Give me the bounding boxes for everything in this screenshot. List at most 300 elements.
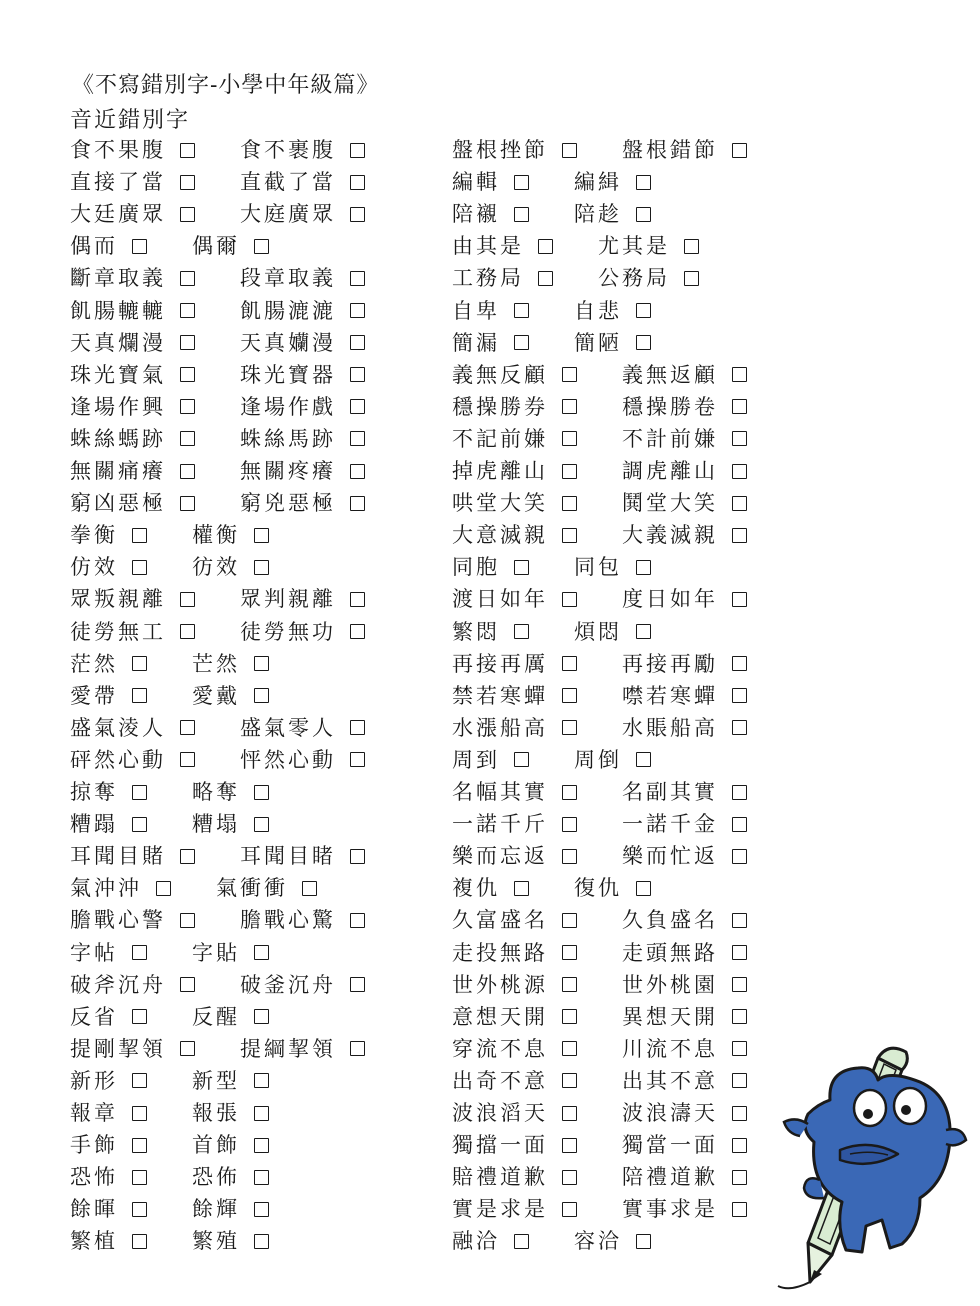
word-item <box>240 363 365 387</box>
word-label: 水漲船高 <box>452 715 548 740</box>
checkbox-icon[interactable] <box>350 143 365 158</box>
word-label: 蛛絲馬跡 <box>240 426 336 451</box>
checkbox-icon[interactable] <box>350 464 365 479</box>
word-item <box>70 1133 147 1157</box>
word-label: 盛氣淩人 <box>70 715 166 740</box>
word-label: 掠奪 <box>70 780 118 804</box>
word-item <box>70 1005 147 1029</box>
word-item <box>70 138 195 162</box>
word-label: 餘暉 <box>70 1197 118 1222</box>
checkbox-icon[interactable] <box>254 656 269 671</box>
word-label: 由其是 <box>452 234 524 259</box>
word-label: 陪趁 <box>574 202 622 227</box>
checkbox-icon[interactable] <box>514 881 529 896</box>
section-subtitle: 音近錯別字 <box>70 108 191 133</box>
word-label: 窮凶惡極 <box>70 491 166 516</box>
checkbox-icon[interactable] <box>132 1009 147 1024</box>
checkbox-icon[interactable] <box>514 1234 529 1249</box>
checkbox-icon[interactable] <box>180 592 195 607</box>
word-item <box>452 170 529 194</box>
word-item <box>574 748 651 772</box>
word-item <box>574 331 651 355</box>
word-label: 出奇不意 <box>452 1068 548 1093</box>
checkbox-icon[interactable] <box>180 367 195 382</box>
checkbox-icon[interactable] <box>732 720 747 735</box>
word-item <box>452 620 529 644</box>
checkbox-icon[interactable] <box>732 1041 747 1056</box>
word-item <box>452 716 577 740</box>
word-item <box>192 555 269 579</box>
word-label: 調虎離山 <box>622 459 718 483</box>
word-item <box>574 620 651 644</box>
checkbox-icon[interactable] <box>254 1234 269 1249</box>
word-item <box>70 1037 195 1061</box>
word-item <box>70 202 195 226</box>
checkbox-icon[interactable] <box>132 1073 147 1088</box>
checkbox-icon[interactable] <box>684 239 699 254</box>
checkbox-icon[interactable] <box>636 1234 651 1249</box>
checkbox-icon[interactable] <box>350 207 365 222</box>
checkbox-icon[interactable] <box>562 977 577 992</box>
checkbox-icon[interactable] <box>732 399 747 414</box>
checkbox-icon[interactable] <box>562 143 577 158</box>
word-label: 繁殖 <box>192 1229 240 1254</box>
checkbox-icon[interactable] <box>132 239 147 254</box>
word-label: 食不果腹 <box>70 138 166 162</box>
checkbox-icon[interactable] <box>732 1073 747 1088</box>
word-item <box>622 427 747 451</box>
checkbox-icon[interactable] <box>350 367 365 382</box>
word-item <box>622 395 747 419</box>
word-label: 偶而 <box>70 234 118 259</box>
checkbox-icon[interactable] <box>180 175 195 190</box>
word-item <box>240 1037 365 1061</box>
word-label: 編緝 <box>574 170 622 195</box>
checkbox-icon[interactable] <box>350 592 365 607</box>
checkbox-icon[interactable] <box>350 399 365 414</box>
checkbox-icon[interactable] <box>562 656 577 671</box>
checkbox-icon[interactable] <box>562 1138 577 1153</box>
word-label: 權衡 <box>192 523 240 548</box>
word-item <box>452 1069 577 1093</box>
checkbox-icon[interactable] <box>636 560 651 575</box>
checkbox-icon[interactable] <box>180 496 195 511</box>
checkbox-icon[interactable] <box>180 849 195 864</box>
word-item <box>452 523 577 547</box>
checkbox-icon[interactable] <box>132 945 147 960</box>
word-label: 實事求是 <box>622 1197 718 1222</box>
word-label: 世外桃源 <box>452 972 548 997</box>
word-item <box>70 908 195 932</box>
word-label: 茫然 <box>70 651 118 676</box>
checkbox-icon[interactable] <box>562 1041 577 1056</box>
checkbox-icon[interactable] <box>254 1170 269 1185</box>
checkbox-icon[interactable] <box>562 817 577 832</box>
word-label: 大庭廣眾 <box>240 202 336 227</box>
word-label: 再接再勵 <box>622 651 718 676</box>
word-label: 編輯 <box>452 170 500 195</box>
word-item <box>70 555 147 579</box>
word-item <box>70 716 195 740</box>
checkbox-icon[interactable] <box>732 656 747 671</box>
word-item <box>452 1165 577 1189</box>
word-item <box>70 684 147 708</box>
checkbox-icon[interactable] <box>156 881 171 896</box>
checkbox-icon[interactable] <box>732 1170 747 1185</box>
word-item <box>240 395 365 419</box>
word-item <box>598 234 699 258</box>
checkbox-icon[interactable] <box>254 1009 269 1024</box>
checkbox-icon[interactable] <box>132 1234 147 1249</box>
word-label: 賠禮道歉 <box>452 1165 548 1190</box>
checkbox-icon[interactable] <box>180 720 195 735</box>
word-label: 提綱挈領 <box>240 1036 336 1061</box>
word-label: 怦然心動 <box>240 747 336 772</box>
word-item <box>622 973 747 997</box>
word-label: 複仇 <box>452 876 500 901</box>
word-label: 拳衡 <box>70 523 118 548</box>
checkbox-icon[interactable] <box>636 175 651 190</box>
word-item <box>240 266 365 290</box>
checkbox-icon[interactable] <box>350 849 365 864</box>
checkbox-icon[interactable] <box>562 849 577 864</box>
checkbox-icon[interactable] <box>514 175 529 190</box>
checkbox-icon[interactable] <box>350 271 365 286</box>
checkbox-icon[interactable] <box>254 1202 269 1217</box>
checkbox-icon[interactable] <box>732 464 747 479</box>
word-item <box>622 138 747 162</box>
checkbox-icon[interactable] <box>254 785 269 800</box>
checkbox-icon[interactable] <box>732 528 747 543</box>
checkbox-icon[interactable] <box>732 367 747 382</box>
checkbox-icon[interactable] <box>180 464 195 479</box>
word-label: 走頭無路 <box>622 940 718 965</box>
checkbox-icon[interactable] <box>132 1170 147 1185</box>
word-label: 義無反顧 <box>452 362 548 387</box>
word-label: 飢腸漉漉 <box>240 298 336 323</box>
checkbox-icon[interactable] <box>562 592 577 607</box>
word-item <box>452 363 577 387</box>
checkbox-icon[interactable] <box>350 335 365 350</box>
word-label: 膽戰心警 <box>70 908 166 933</box>
checkbox-icon[interactable] <box>254 817 269 832</box>
checkbox-icon[interactable] <box>514 624 529 639</box>
checkbox-icon[interactable] <box>562 720 577 735</box>
word-item <box>622 1133 747 1157</box>
word-item <box>622 1069 747 1093</box>
checkbox-icon[interactable] <box>180 143 195 158</box>
checkbox-icon[interactable] <box>254 1106 269 1121</box>
checkbox-icon[interactable] <box>132 528 147 543</box>
checkbox-icon[interactable] <box>636 207 651 222</box>
checkbox-icon[interactable] <box>514 335 529 350</box>
checkbox-icon[interactable] <box>180 752 195 767</box>
checkbox-icon[interactable] <box>684 271 699 286</box>
checkbox-icon[interactable] <box>350 913 365 928</box>
word-item <box>452 1037 577 1061</box>
word-item <box>622 684 747 708</box>
word-label: 世外桃園 <box>622 972 718 997</box>
word-item <box>192 1069 269 1093</box>
word-label: 久富盛名 <box>452 908 548 933</box>
word-label: 名幅其實 <box>452 780 548 804</box>
word-label: 逢場作戲 <box>240 394 336 419</box>
checkbox-icon[interactable] <box>562 688 577 703</box>
checkbox-icon[interactable] <box>562 1009 577 1024</box>
word-label: 氣沖沖 <box>70 876 142 901</box>
word-item <box>622 459 747 483</box>
checkbox-icon[interactable] <box>180 399 195 414</box>
checkbox-icon[interactable] <box>732 785 747 800</box>
checkbox-icon[interactable] <box>732 1202 747 1217</box>
checkbox-icon[interactable] <box>562 399 577 414</box>
word-item <box>192 684 269 708</box>
checkbox-icon[interactable] <box>350 175 365 190</box>
checkbox-icon[interactable] <box>254 1138 269 1153</box>
word-item <box>240 748 365 772</box>
word-item <box>622 908 747 932</box>
checkbox-icon[interactable] <box>562 785 577 800</box>
word-item <box>192 652 269 676</box>
word-label: 出其不意 <box>622 1068 718 1093</box>
checkbox-icon[interactable] <box>132 560 147 575</box>
word-label: 自悲 <box>574 298 622 323</box>
word-item <box>598 266 699 290</box>
checkbox-icon[interactable] <box>636 752 651 767</box>
checkbox-icon[interactable] <box>636 335 651 350</box>
word-item <box>192 234 269 258</box>
word-label: 穩操勝卷 <box>622 394 718 419</box>
checkbox-icon[interactable] <box>562 496 577 511</box>
word-item <box>622 844 747 868</box>
word-label: 破釜沉舟 <box>240 972 336 997</box>
word-label: 繁悶 <box>452 619 500 644</box>
checkbox-icon[interactable] <box>514 752 529 767</box>
word-item <box>452 1197 577 1221</box>
checkbox-icon[interactable] <box>254 945 269 960</box>
checkbox-icon[interactable] <box>132 688 147 703</box>
checkbox-icon[interactable] <box>538 239 553 254</box>
word-label: 段章取義 <box>240 266 336 291</box>
word-item <box>452 684 577 708</box>
word-item <box>70 1101 147 1125</box>
checkbox-icon[interactable] <box>132 785 147 800</box>
word-item <box>240 427 365 451</box>
word-label: 不記前嫌 <box>452 426 548 451</box>
checkbox-icon[interactable] <box>132 817 147 832</box>
word-label: 餘輝 <box>192 1197 240 1222</box>
word-item <box>622 523 747 547</box>
checkbox-icon[interactable] <box>180 913 195 928</box>
word-label: 新形 <box>70 1068 118 1093</box>
word-item <box>452 491 577 515</box>
word-label: 徒勞無功 <box>240 619 336 644</box>
checkbox-icon[interactable] <box>732 496 747 511</box>
checkbox-icon[interactable] <box>180 431 195 446</box>
checkbox-icon[interactable] <box>254 560 269 575</box>
word-label: 彷效 <box>192 555 240 580</box>
checkbox-icon[interactable] <box>254 688 269 703</box>
checkbox-icon[interactable] <box>180 303 195 318</box>
word-label: 芒然 <box>192 651 240 676</box>
checkbox-icon[interactable] <box>350 303 365 318</box>
word-label: 首飾 <box>192 1133 240 1158</box>
checkbox-icon[interactable] <box>132 1202 147 1217</box>
word-label: 略奪 <box>192 780 240 804</box>
word-item <box>452 1101 577 1125</box>
checkbox-icon[interactable] <box>350 624 365 639</box>
word-label: 珠光寶器 <box>240 362 336 387</box>
word-label: 糟塌 <box>192 812 240 837</box>
checkbox-icon[interactable] <box>732 592 747 607</box>
checkbox-icon[interactable] <box>636 624 651 639</box>
word-label: 同包 <box>574 555 622 580</box>
checkbox-icon[interactable] <box>514 560 529 575</box>
word-label: 度日如年 <box>622 587 718 612</box>
word-item <box>622 812 747 836</box>
checkbox-icon[interactable] <box>180 624 195 639</box>
word-label: 大意滅親 <box>452 523 548 548</box>
word-item <box>452 908 577 932</box>
checkbox-icon[interactable] <box>254 239 269 254</box>
word-label: 眾叛親離 <box>70 587 166 612</box>
word-item <box>192 1133 269 1157</box>
word-item <box>574 876 651 900</box>
word-item <box>452 812 577 836</box>
word-label: 偶爾 <box>192 234 240 259</box>
checkbox-icon[interactable] <box>538 271 553 286</box>
checkbox-icon[interactable] <box>732 1009 747 1024</box>
word-item <box>622 652 747 676</box>
checkbox-icon[interactable] <box>562 367 577 382</box>
checkbox-icon[interactable] <box>562 945 577 960</box>
word-item <box>192 780 269 804</box>
word-item <box>452 973 577 997</box>
checkbox-icon[interactable] <box>732 817 747 832</box>
checkbox-icon[interactable] <box>350 752 365 767</box>
word-item <box>452 202 529 226</box>
word-label: 蛛絲螞跡 <box>70 426 166 451</box>
word-label: 實是求是 <box>452 1197 548 1222</box>
word-label: 恐佈 <box>192 1165 240 1190</box>
word-item <box>452 266 553 290</box>
word-item <box>70 363 195 387</box>
word-item <box>70 844 195 868</box>
checkbox-icon[interactable] <box>350 496 365 511</box>
checkbox-icon[interactable] <box>350 977 365 992</box>
word-item <box>70 1165 147 1189</box>
word-label: 直接了當 <box>70 170 166 195</box>
word-item <box>70 1069 147 1093</box>
word-item <box>240 170 365 194</box>
checkbox-icon[interactable] <box>562 1073 577 1088</box>
checkbox-icon[interactable] <box>180 335 195 350</box>
word-item <box>70 331 195 355</box>
word-label: 徒勞無工 <box>70 619 166 644</box>
word-label: 糟蹋 <box>70 812 118 837</box>
checkbox-icon[interactable] <box>562 1106 577 1121</box>
checkbox-icon[interactable] <box>636 881 651 896</box>
word-label: 名副其實 <box>622 780 718 804</box>
checkbox-icon[interactable] <box>132 1106 147 1121</box>
checkbox-icon[interactable] <box>350 431 365 446</box>
word-item <box>70 395 195 419</box>
checkbox-icon[interactable] <box>732 945 747 960</box>
word-label: 珠光寶氣 <box>70 362 166 387</box>
checkbox-icon[interactable] <box>562 1202 577 1217</box>
checkbox-icon[interactable] <box>302 881 317 896</box>
word-label: 逢場作興 <box>70 394 166 419</box>
checkbox-icon[interactable] <box>732 913 747 928</box>
word-item <box>452 459 577 483</box>
checkbox-icon[interactable] <box>732 1138 747 1153</box>
checkbox-icon[interactable] <box>180 977 195 992</box>
checkbox-icon[interactable] <box>180 207 195 222</box>
checkbox-icon[interactable] <box>514 207 529 222</box>
word-item <box>452 748 529 772</box>
word-item <box>452 555 529 579</box>
word-label: 恐怖 <box>70 1165 118 1190</box>
checkbox-icon[interactable] <box>636 303 651 318</box>
checkbox-icon[interactable] <box>562 464 577 479</box>
word-label: 樂而忘返 <box>452 844 548 869</box>
checkbox-icon[interactable] <box>732 431 747 446</box>
checkbox-icon[interactable] <box>350 1041 365 1056</box>
checkbox-icon[interactable] <box>132 656 147 671</box>
word-label: 膽戰心驚 <box>240 908 336 933</box>
word-item <box>240 491 365 515</box>
checkbox-icon[interactable] <box>180 1041 195 1056</box>
checkbox-icon[interactable] <box>732 143 747 158</box>
word-item <box>240 844 365 868</box>
word-item <box>70 299 195 323</box>
word-item <box>70 427 195 451</box>
checkbox-icon[interactable] <box>562 431 577 446</box>
word-label: 容洽 <box>574 1229 622 1254</box>
word-item <box>452 876 529 900</box>
word-label: 義無返顧 <box>622 362 718 387</box>
word-label: 字帖 <box>70 940 118 965</box>
word-label: 公務局 <box>598 266 670 291</box>
word-item <box>452 138 577 162</box>
checkbox-icon[interactable] <box>732 1106 747 1121</box>
checkbox-icon[interactable] <box>350 720 365 735</box>
word-label: 天真孏漫 <box>240 330 336 355</box>
word-label: 手飾 <box>70 1133 118 1158</box>
checkbox-icon[interactable] <box>732 849 747 864</box>
checkbox-icon[interactable] <box>562 913 577 928</box>
word-item <box>452 299 529 323</box>
checkbox-icon[interactable] <box>732 688 747 703</box>
pencil-mascot-icon <box>770 1030 970 1300</box>
checkbox-icon[interactable] <box>254 1073 269 1088</box>
checkbox-icon[interactable] <box>180 271 195 286</box>
word-label: 天真爛漫 <box>70 330 166 355</box>
checkbox-icon[interactable] <box>514 303 529 318</box>
word-label: 眾判親離 <box>240 587 336 612</box>
word-label: 報章 <box>70 1101 118 1125</box>
word-item <box>240 620 365 644</box>
checkbox-icon[interactable] <box>562 1170 577 1185</box>
word-item <box>452 234 553 258</box>
word-label: 同胞 <box>452 555 500 580</box>
word-item <box>192 941 269 965</box>
checkbox-icon[interactable] <box>254 528 269 543</box>
checkbox-icon[interactable] <box>132 1138 147 1153</box>
checkbox-icon[interactable] <box>562 528 577 543</box>
word-item <box>622 1005 747 1029</box>
checkbox-icon[interactable] <box>732 977 747 992</box>
